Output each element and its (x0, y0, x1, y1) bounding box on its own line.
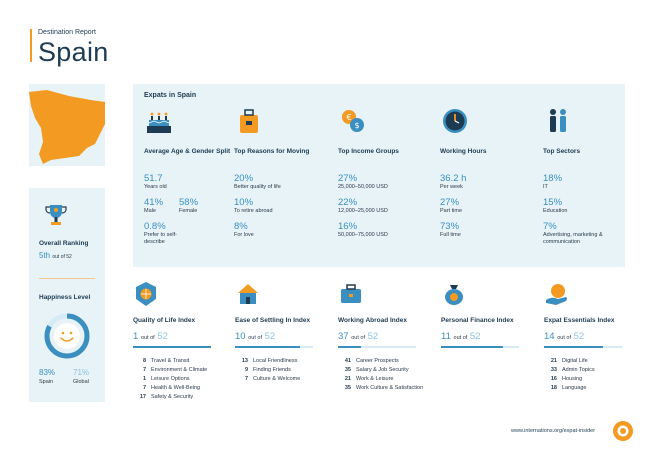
index-rank: 11 out of 52 (441, 331, 481, 342)
house-icon (235, 281, 261, 307)
stat-label: 50,000–75,000 USD (338, 232, 388, 238)
money-bag-icon (441, 281, 467, 307)
sub-name: Finding Friends (253, 366, 291, 373)
stat-value: 36.2 h (440, 173, 467, 184)
quality-of-life-index (133, 281, 229, 402)
index-title: Working Abroad Index (338, 317, 407, 324)
sub-rank: 33 (550, 367, 557, 373)
stat-label: Better quality of life (234, 184, 281, 190)
index-rank-bar-fill (544, 346, 603, 348)
cake-icon (144, 106, 174, 136)
footer-link[interactable]: www.internations.org/expat-insider (511, 428, 596, 434)
sub-rank: 18 (550, 385, 557, 391)
coins-icon (338, 106, 368, 136)
internations-logo-icon (612, 420, 634, 442)
self-describe-value: 0.8% (144, 221, 166, 232)
sub-rank: 35 (344, 385, 351, 391)
page-title: Spain (38, 37, 109, 67)
index-sub-row (235, 357, 331, 366)
sectors-column (543, 106, 635, 252)
working-abroad-index (338, 281, 434, 393)
sub-rank: 7 (142, 385, 146, 391)
index-rank: 1 out of 52 (133, 331, 168, 342)
stat-value: 15% (543, 197, 563, 208)
sub-rank: 7 (142, 367, 146, 373)
gender-split (144, 197, 236, 221)
age-gender-column (144, 106, 236, 252)
briefcase-icon (338, 281, 364, 307)
personal-finance-index (441, 281, 537, 357)
index-rank: 10 out of 52 (235, 331, 276, 342)
sub-name: Salary & Job Security (356, 366, 409, 373)
global-happiness-label: Global (73, 379, 89, 385)
stat-label: Full time (440, 232, 461, 238)
index-sub-row (133, 375, 229, 384)
stat-value: 16% (338, 221, 358, 232)
sub-rank: 1 (142, 376, 146, 382)
expats-title: Expats in Spain (144, 92, 197, 99)
sectors-heading: Top Sectors (543, 148, 581, 155)
reasons-heading: Top Reasons for Moving (234, 148, 310, 155)
stat-label: For love (234, 232, 254, 238)
index-sub-row (544, 384, 640, 393)
sub-name: Career Prospects (356, 357, 399, 364)
title-accent-bar (30, 29, 32, 62)
stat-value: 10% (234, 197, 254, 208)
age-gender-heading: Average Age & Gender Split (144, 148, 231, 155)
stat-label: IT (543, 184, 548, 190)
index-title: Ease of Settling In Index (235, 317, 311, 324)
sub-rank: 21 (344, 376, 351, 382)
female-value: 58% (179, 197, 199, 208)
stat-value: 27% (338, 173, 358, 184)
index-sub-list (133, 357, 229, 402)
index-sub-row (338, 366, 434, 375)
sub-rank: 17 (139, 394, 146, 400)
stat-value: 27% (440, 197, 460, 208)
overall-ranking-value: 5th out of 52 (39, 251, 72, 260)
hand-globe-icon (544, 281, 570, 307)
stat-value: 8% (234, 221, 248, 232)
trophy-icon (43, 202, 69, 228)
global-happiness-value: 71% (73, 368, 90, 377)
index-sub-row (133, 393, 229, 402)
country-map (29, 84, 105, 166)
female-label: Female (179, 208, 198, 214)
income-column (338, 106, 430, 245)
report-label: Destination Report (38, 29, 96, 36)
index-sub-list (544, 357, 640, 393)
spain-map-icon (29, 84, 105, 166)
index-rank-bar-fill (133, 346, 211, 348)
stat-value: 20% (234, 173, 254, 184)
sub-name: Housing (562, 375, 583, 382)
sub-name: Work & Leisure (356, 375, 394, 382)
overall-ranking-label: Overall Ranking (39, 240, 89, 247)
reasons-column (234, 106, 326, 245)
sub-name: Admin Topics (562, 366, 595, 373)
sub-name: Safety & Security (151, 393, 194, 400)
index-sub-row (544, 357, 640, 366)
stat-label: Advertising, marketing & communication (543, 232, 603, 245)
sub-rank: 16 (550, 376, 557, 382)
index-rank-bar (133, 346, 211, 348)
divider (39, 278, 95, 279)
male-label: Male (144, 208, 156, 214)
index-rank-bar (338, 346, 416, 348)
sub-rank: 41 (344, 358, 351, 364)
spain-happiness-label: Spain (39, 379, 54, 385)
sub-rank: 21 (550, 358, 557, 364)
index-title: Expat Essentials Index (544, 317, 615, 324)
people-icon (543, 106, 573, 136)
stat-label: 25,000–50,000 USD (338, 184, 388, 190)
sub-name: Digital Life (562, 357, 588, 364)
sub-rank: 9 (244, 367, 248, 373)
index-sub-row (235, 375, 331, 384)
stat-label: Part time (440, 208, 463, 214)
sub-rank: 13 (241, 358, 248, 364)
index-rank: 14 out of 52 (544, 331, 585, 342)
index-sub-row (235, 366, 331, 375)
ease-of-settling-in-index (235, 281, 331, 384)
svg-text:€: € (346, 113, 352, 122)
index-sub-row (338, 357, 434, 366)
index-sub-row (544, 366, 640, 375)
clock-icon (440, 106, 470, 136)
index-sub-list (338, 357, 434, 393)
male-value: 41% (144, 197, 164, 208)
index-title: Quality of Life Index (133, 317, 196, 324)
happiness-gauge (43, 312, 91, 360)
ranking-panel (29, 188, 105, 402)
sub-name: Travel & Transit (151, 357, 190, 364)
sub-rank: 35 (344, 367, 351, 373)
hours-column (440, 106, 532, 245)
stat-value: 18% (543, 173, 563, 184)
sub-name: Environment & Climate (151, 366, 208, 373)
index-rank-bar-fill (441, 346, 503, 348)
stat-label: Years old (144, 184, 167, 190)
sub-name: Work Culture & Satisfaction (356, 384, 424, 391)
happiness-label: Happiness Level (39, 294, 91, 301)
index-sub-row (133, 366, 229, 375)
smile-icon (62, 332, 65, 335)
sub-name: Culture & Welcome (253, 375, 301, 382)
svg-text:$: $ (354, 121, 360, 130)
sub-rank: 7 (244, 376, 248, 382)
stat-value: 22% (338, 197, 358, 208)
expat-essentials-index (544, 281, 640, 393)
index-rank-bar-fill (338, 346, 361, 348)
income-heading: Top Income Groups (338, 148, 399, 155)
hours-heading: Working Hours (440, 148, 487, 155)
self-describe-label: Prefer to self-describe (144, 232, 178, 245)
sub-name: Language (562, 384, 587, 391)
stat-value: 51.7 (144, 173, 163, 184)
stat-value: 7% (543, 221, 557, 232)
index-rank-bar (235, 346, 313, 348)
index-sub-row (544, 375, 640, 384)
index-sub-row (338, 384, 434, 393)
globe-badge-icon (133, 281, 159, 307)
index-title: Personal Finance Index (441, 317, 514, 324)
index-rank-bar (544, 346, 622, 348)
sub-name: Leisure Options (151, 375, 190, 382)
stat-label: Education (543, 208, 568, 214)
sub-name: Local Friendliness (253, 357, 298, 364)
stat-label: Per week (440, 184, 463, 190)
expats-panel (133, 84, 625, 267)
sub-name: Health & Well-Being (151, 384, 201, 391)
suitcase-icon (234, 106, 264, 136)
index-sub-list (235, 357, 331, 384)
sub-rank: 8 (142, 358, 146, 364)
index-sub-row (133, 357, 229, 366)
index-sub-row (133, 384, 229, 393)
index-sub-row (338, 375, 434, 384)
stat-label: 12,000–25,000 USD (338, 208, 388, 214)
stat-value: 73% (440, 221, 460, 232)
stat-label: To retire abroad (234, 208, 273, 214)
index-rank-bar (441, 346, 519, 348)
index-rank-bar-fill (235, 346, 300, 348)
spain-happiness-value: 83% (39, 368, 56, 377)
index-rank: 37 out of 52 (338, 331, 379, 342)
